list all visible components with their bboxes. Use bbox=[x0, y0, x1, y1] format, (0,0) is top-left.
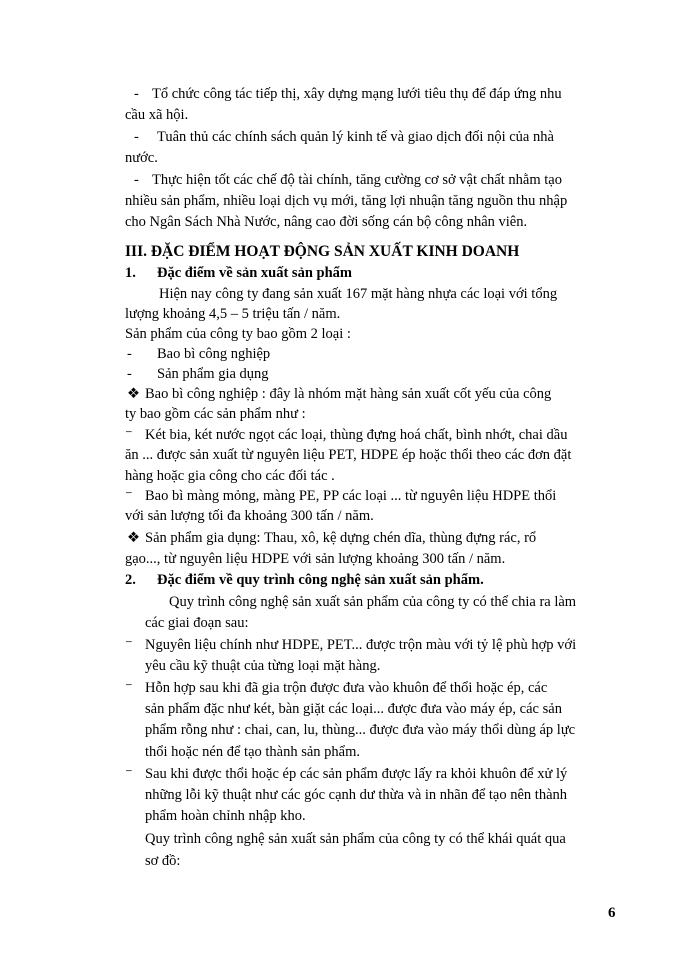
text-line: sản phẩm đặc như két, bàn giặt các loại... được đưa vào máy ép, các sản bbox=[145, 701, 562, 717]
list-item: Bao bì công nghiệp bbox=[157, 346, 271, 362]
text-line: thổi hoặc nén để tạo thành sản phẩm. bbox=[145, 744, 361, 760]
text-line: phẩm rỗng như : chai, can, lu, thùng... được đưa vào máy thổi dùng áp lực bbox=[145, 722, 576, 738]
bullet-mark: ⁻ bbox=[125, 680, 133, 696]
text-line: cầu xã hội. bbox=[125, 107, 189, 123]
text-line: lượng khoảng 4,5 – 5 triệu tấn / năm. bbox=[125, 306, 341, 322]
diamond-bullet-icon: ❖ bbox=[127, 530, 140, 546]
list-item: Sản phẩm gia dụng bbox=[157, 366, 269, 382]
text-line: những lỗi kỹ thuật như các góc cạnh dư thừa và in nhãn để tạo nên thành bbox=[145, 787, 568, 803]
text-line: Thực hiện tốt các chế độ tài chính, tăng cường cơ sở vật chất nhằm tạo bbox=[152, 172, 562, 188]
text-line: Nguyên liệu chính như HDPE, PET... được trộn màu với tỷ lệ phù hợp với bbox=[145, 637, 577, 653]
text-line: ty bao gồm các sản phẩm như : bbox=[125, 406, 306, 422]
bullet-mark: - bbox=[134, 172, 139, 188]
text-line: ăn ... được sản xuất từ nguyên liệu PET, HDPE ép hoặc thổi theo các đơn đặt bbox=[125, 447, 572, 463]
bullet-mark: - bbox=[134, 86, 139, 102]
text-line: phẩm hoàn chỉnh nhập kho. bbox=[145, 808, 306, 824]
bullet-mark: ⁻ bbox=[125, 488, 133, 504]
text-line: Tổ chức công tác tiếp thị, xây dựng mạng lưới tiêu thụ để đáp ứng nhu bbox=[152, 86, 562, 102]
text-line: cho Ngân Sách Nhà Nước, nâng cao đời sống cán bộ công nhân viên. bbox=[125, 214, 528, 230]
page-number: 6 bbox=[608, 905, 616, 921]
text-line: Sau khi được thổi hoặc ép các sản phẩm được lấy ra khỏi khuôn để xử lý bbox=[145, 766, 568, 782]
subsection-number: 1. bbox=[125, 265, 136, 281]
text-line: với sản lượng tối đa khoảng 300 tấn / năm. bbox=[125, 508, 374, 524]
diamond-bullet-icon: ❖ bbox=[127, 386, 140, 402]
section-heading: III. ĐẶC ĐIỂM HOẠT ĐỘNG SẢN XUẤT KINH DOANH bbox=[125, 243, 520, 260]
text-line: Sản phẩm của công ty bao gồm 2 loại : bbox=[125, 326, 351, 342]
text-line: Quy trình công nghệ sản xuất sản phẩm của công ty có thể khái quát qua bbox=[145, 831, 566, 847]
text-line: Hỗn hợp sau khi đã gia trộn được đưa vào khuôn để thổi hoặc ép, các bbox=[145, 680, 548, 696]
text-line: gạo..., từ nguyên liệu HDPE với sản lượng khoảng 300 tấn / năm. bbox=[125, 551, 506, 567]
text-line: yêu cầu kỹ thuật của từng loại mặt hàng. bbox=[145, 658, 381, 674]
text-line: sơ đồ: bbox=[145, 853, 181, 869]
text-line: hàng hoặc gia công cho các đối tác . bbox=[125, 468, 335, 484]
text-line: Quy trình công nghệ sản xuất sản phẩm của công ty có thể chia ra làm bbox=[169, 594, 577, 610]
text-line: nhiều sản phẩm, nhiều loại dịch vụ mới, tăng lợi nhuận tăng nguồn thu nhập bbox=[125, 193, 568, 209]
bullet-mark: ⁻ bbox=[125, 427, 133, 443]
text-line: Bao bì màng mỏng, màng PE, PP các loại ... từ nguyên liệu HDPE thổi bbox=[145, 488, 557, 504]
subsection-heading: Đặc điểm về sản xuất sản phẩm bbox=[157, 265, 352, 281]
bullet-mark: - bbox=[127, 366, 132, 382]
text-line: Tuân thủ các chính sách quản lý kinh tế và giao dịch đối nội của nhà bbox=[157, 129, 554, 145]
text-line: Bao bì công nghiệp : đây là nhóm mặt hàng sản xuất cốt yếu của công bbox=[145, 386, 552, 402]
bullet-mark: ⁻ bbox=[125, 766, 133, 782]
subsection-number: 2. bbox=[125, 572, 136, 588]
bullet-mark: ⁻ bbox=[125, 637, 133, 653]
text-line: Sản phẩm gia dụng: Thau, xô, kệ dựng chén dĩa, thùng đựng rác, rổ bbox=[145, 530, 537, 546]
bullet-mark: - bbox=[134, 129, 139, 145]
text-line: các giai đoạn sau: bbox=[145, 615, 249, 631]
bullet-mark: - bbox=[127, 346, 132, 362]
subsection-heading: Đặc điểm về quy trình công nghệ sản xuất sản phẩm. bbox=[157, 572, 484, 588]
text-line: nước. bbox=[125, 150, 158, 166]
text-line: Hiện nay công ty đang sản xuất 167 mặt hàng nhựa các loại với tổng bbox=[159, 286, 558, 302]
text-line: Két bia, két nước ngọt các loại, thùng đựng hoá chất, bình nhớt, chai dầu bbox=[145, 427, 568, 443]
